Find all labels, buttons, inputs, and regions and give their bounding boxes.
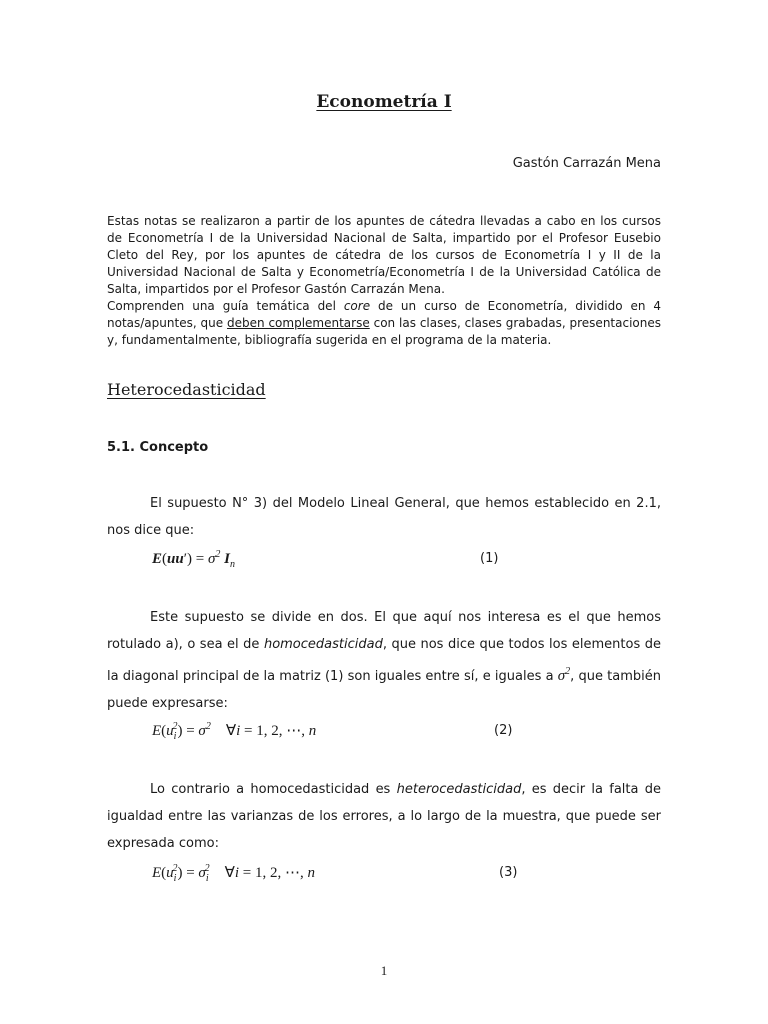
- intro-p2-part-a: Comprenden una guía temática del: [107, 299, 344, 313]
- homocedasticidad-term: homocedasticidad: [263, 637, 383, 652]
- page-number: 1: [380, 963, 388, 978]
- intro-core-word: core: [343, 299, 371, 313]
- intro-text: [107, 213, 661, 349]
- heterocedasticidad-term: heterocedasticidad: [396, 782, 522, 797]
- equation-1: $E(uu') = \sigma^2$ $I_n$: [152, 549, 235, 570]
- paragraph-1: [107, 490, 661, 544]
- section-title: Heterocedasticidad: [107, 380, 266, 399]
- intro-paragraph-1: Estas notas se realizaron a partir de los apuntes de cátedra llevadas a cabo en los cursos de Econometría I de la Universidad Nacional de Salta, impartido por el Profesor Eusebio Cleto del Rey, por los apuntes de cátedra de los cursos de Econometría I y II de la Universidad Nacional de Salta y Econometría/Econometría I de la Universidad Católica de Salta, impartidos por el Profesor Gastón Carrazán Mena.: [107, 214, 661, 296]
- paragraph-3-part-b: , es decir la falta de igualdad entre las varianzas de los errores, a lo largo de la muestra, que puede ser expresada como:: [107, 782, 661, 851]
- equation-3-number: (3): [499, 865, 518, 880]
- paragraph-2: [107, 604, 661, 717]
- paragraph-3-part-a: Lo contrario a homocedasticidad es: [150, 782, 397, 797]
- equation-1-number: (1): [480, 551, 499, 566]
- sigma-squared-symbol: $\sigma^2$: [557, 666, 571, 684]
- intro-p2-part-b: de un curso de Econometría, dividido en 4 notas/apuntes, que: [107, 299, 661, 330]
- intro-paragraph-2: [107, 298, 661, 349]
- paragraph-1-text: El supuesto N° 3) del Modelo Lineal General, que hemos establecido en 2.1, nos dice que:: [107, 496, 661, 538]
- paragraph-2-part-c: , que también puede expresarse:: [107, 669, 661, 711]
- paragraph-3: [107, 776, 661, 857]
- author-name: Gastón Carrazán Mena: [512, 156, 661, 171]
- equation-2-number: (2): [494, 723, 513, 738]
- paragraph-2-part-b: , que nos dice que todos los elementos de la diagonal principal de la matriz (1) son iguales entre sí, e iguales a: [107, 637, 661, 684]
- subsection-title: 5.1. Concepto: [107, 440, 209, 455]
- equation-2: $E(u_i^2) = \sigma^2$ ∀i = 1, 2, ⋯, n: [152, 721, 317, 742]
- intro-underlined-phrase: deben complementarse: [226, 316, 370, 330]
- intro-p2-part-c: con las clases, clases grabadas, presentaciones y, fundamentalmente, bibliografía sugerida en el programa de la materia.: [107, 316, 661, 347]
- equation-3: $E(u_i^2) = \sigma_i^2$ ∀i = 1, 2, ⋯, n: [152, 863, 316, 884]
- paragraph-2-part-a: Este supuesto se divide en dos. El que aquí nos interesa es el que hemos rotulado a), o sea el de: [107, 610, 661, 652]
- document-title: Econometría I: [316, 92, 452, 112]
